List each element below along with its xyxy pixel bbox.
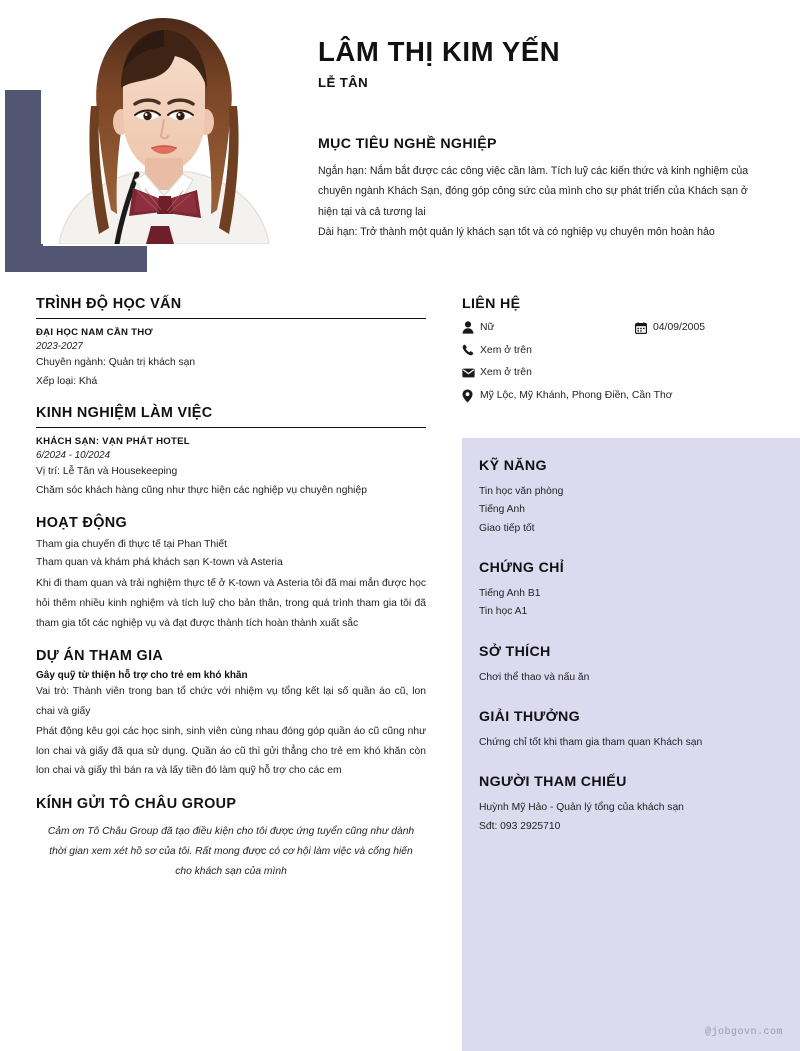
- decorative-frame-vertical: [5, 90, 43, 272]
- contact-section: [462, 296, 796, 412]
- project-role: Vai trò: Thành viên trong ban tổ chức với nhiệm vụ tổng kết lại số quần áo cũ, lon chai và giấy: [36, 686, 426, 718]
- contact-gender-value: Nữ: [480, 322, 495, 333]
- envelope-icon: [462, 368, 480, 378]
- projects-heading: DỰ ÁN THAM GIA: [36, 648, 164, 665]
- experience-company: KHÁCH SẠN: VẠN PHÁT HOTEL: [36, 436, 190, 448]
- thanks-body: Cảm ơn Tô Châu Group đã tạo điều kiện cho tôi được ứng tuyển cũng như dành thời gian xem xét hồ sơ của tôi. Rất mong được có cơ hội làm việc và cống hiến cho khách sạn của mình: [47, 826, 415, 878]
- contact-address-value: Mỹ Lộc, Mỹ Khánh, Phong Điền, Cần Thơ: [480, 389, 673, 401]
- career-objective-section: [318, 136, 770, 242]
- project-title: Gây quỹ từ thiện hỗ trợ cho trẻ em khó khăn: [36, 670, 248, 682]
- activities-paragraph: Khi đi tham quan và trải nghiệm thực tế ở K-town và Asteria tôi đã mai mắn được học hỏi thêm nhiều kinh nghiệm và tích luỹ cho bản thân, trong quá trình tham gia tôi đã tham gia tốt các nghiệp vụ và đạt được thành tích hoàn thành xuất sắc: [36, 578, 426, 629]
- experience-description: Chăm sóc khách hàng cũng như thực hiện các nghiệp vụ chuyên nghiệp: [36, 485, 367, 497]
- contact-email-value: Xem ở trên: [480, 367, 532, 379]
- job-title: LỄ TÂN: [318, 74, 369, 90]
- phone-icon: [462, 344, 480, 356]
- reference-phone: Sđt: 093 2925710: [479, 820, 561, 832]
- experience-heading: KINH NGHIỆM LÀM VIỆC: [36, 405, 213, 422]
- references-heading: NGƯỜI THAM CHIẾU: [479, 774, 627, 791]
- contact-birthday: [635, 321, 705, 335]
- objective-short-term: Ngắn hạn: Nắm bắt được các công việc cần làm. Tích luỹ các kiến thức và kinh nghiệm của chuyên ngành Khách Sạn, đóng góp công sức của mình cho sự phát triển của Khách sạn ở hiện tại và cả tương lai: [318, 165, 749, 218]
- project-detail: Phát động kêu gọi các học sinh, sinh viên cùng nhau đóng góp quần áo cũ cũng như lon chai và giấy đã qua sử dụng. Quần áo cũ thì gửi thẳng cho trẻ em khó khăn còn lon chai và giấy thì bán ra và lấy tiền đó làm quỹ hỗ trợ cho các em: [36, 725, 426, 777]
- thanks-heading: KÍNH GỬI TÔ CHÂU GROUP: [36, 796, 237, 813]
- award-item: Chứng chỉ tốt khi tham gia tham quan Khách sạn: [479, 736, 703, 748]
- certificate-item: Tin học A1: [479, 606, 528, 618]
- certificates-heading: CHỨNG CHỈ: [479, 559, 565, 576]
- experience-divider: [36, 427, 426, 428]
- calendar-icon: [635, 322, 653, 334]
- contact-gender: [462, 321, 635, 335]
- education-heading: TRÌNH ĐỘ HỌC VẤN: [36, 296, 182, 312]
- decorative-frame-horizontal: [5, 246, 147, 272]
- profile-photo: [41, 14, 286, 244]
- reference-name: Huỳnh Mỹ Hảo - Quản lý tổng của khách sạn: [479, 802, 684, 814]
- contact-row-email: [462, 366, 796, 380]
- education-school: ĐẠI HỌC NAM CẦN THƠ: [36, 327, 153, 338]
- contact-row-phone: [462, 344, 796, 358]
- location-pin-icon: [462, 389, 480, 403]
- header-block: [318, 36, 770, 90]
- activities-heading: HOẠT ĐỘNG: [36, 514, 128, 531]
- hobby-item: Chơi thể thao và nấu ăn: [479, 671, 590, 683]
- watermark: @jobgovn.com: [704, 1027, 783, 1038]
- activities-line-2: Tham quan và khám phá khách sạn K-town và Asteria: [36, 557, 283, 569]
- education-years: 2023-2027: [36, 341, 83, 352]
- awards-section: [479, 709, 776, 752]
- education-major: Chuyên ngành: Quản trị khách sạn: [36, 357, 196, 368]
- education-divider: [36, 318, 426, 319]
- experience-period: 6/2024 - 10/2024: [36, 450, 111, 462]
- contact-birthday-value: 04/09/2005: [653, 322, 706, 333]
- hobbies-section: [479, 644, 776, 687]
- education-section: [36, 296, 426, 390]
- awards-heading: GIẢI THƯỞNG: [479, 708, 581, 725]
- activities-section: [36, 515, 426, 634]
- experience-section: [36, 405, 426, 499]
- education-grade: Xếp loại: Khá: [36, 375, 98, 387]
- skills-item: Giao tiếp tốt: [479, 522, 535, 534]
- sidebar-panel: [462, 438, 800, 1051]
- person-icon: [462, 321, 480, 334]
- career-objective-heading: MỤC TIÊU NGHỀ NGHIỆP: [318, 136, 497, 152]
- certificates-section: [479, 560, 776, 622]
- page-title: LÂM THỊ KIM YẾN: [318, 36, 561, 67]
- references-section: [479, 774, 776, 836]
- contact-heading: LIÊN HỆ: [462, 296, 521, 312]
- skills-item: Tiếng Anh: [479, 504, 525, 516]
- objective-long-term: Dài hạn: Trở thành một quản lý khách sạn tốt và có nghiệp vụ chuyên môn hoàn hảo: [318, 225, 715, 238]
- skills-item: Tin học văn phòng: [479, 486, 564, 497]
- thanks-section: [36, 796, 426, 882]
- experience-position: Vị trí: Lễ Tân và Housekeeping: [36, 466, 178, 478]
- contact-row-address: [462, 389, 796, 403]
- skills-heading: KỸ NĂNG: [479, 458, 547, 474]
- left-column: [36, 296, 426, 897]
- contact-phone-value: Xem ở trên: [480, 344, 532, 356]
- skills-section: [479, 458, 776, 538]
- projects-section: [36, 648, 426, 781]
- certificate-item: Tiếng Anh B1: [479, 587, 541, 599]
- contact-row-gender-birthday: [462, 321, 796, 335]
- hobbies-heading: SỞ THÍCH: [479, 643, 551, 660]
- activities-line-1: Tham gia chuyến đi thực tế tại Phan Thiết: [36, 538, 228, 550]
